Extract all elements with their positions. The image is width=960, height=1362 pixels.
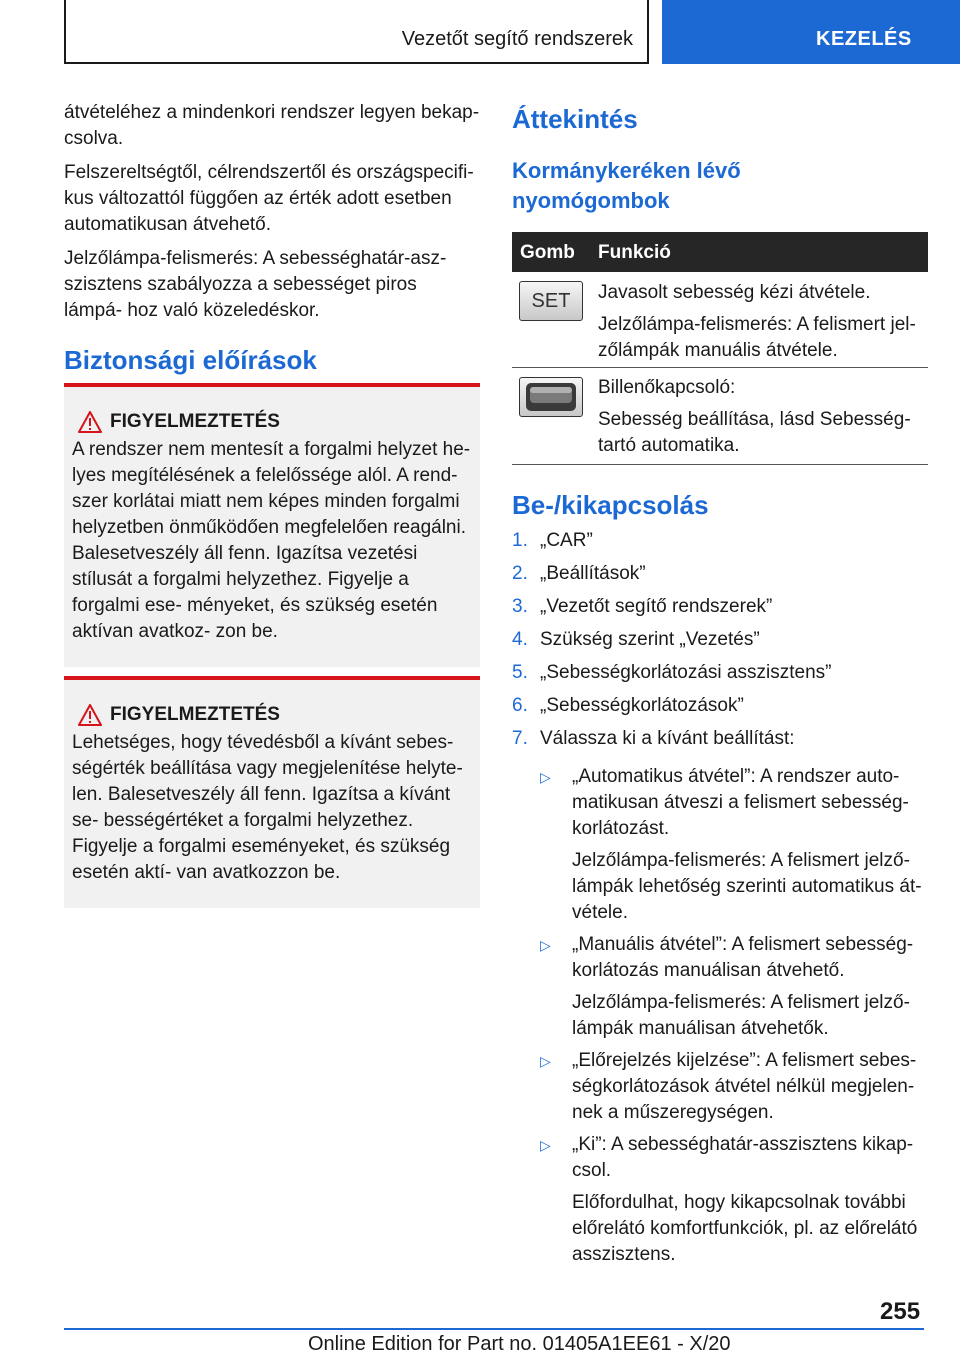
list-item (512, 561, 928, 594)
option-line: Jelzőlámpa-felismerés: A felismert jelző- lámpák manuálisan átvehetők. (572, 992, 910, 1039)
header-section-box (64, 0, 649, 64)
table-cell-line: Jelzőlámpa-felismerés: A felismert jel- zőlámpák manuális átvétele. (598, 314, 916, 361)
step-number: 7. (512, 728, 528, 749)
option-item (540, 932, 928, 1042)
table-row-text (598, 368, 928, 459)
warning-title-1 (72, 409, 472, 435)
triangle-bullet-icon: ▷ (540, 1053, 551, 1069)
triangle-bullet-icon: ▷ (540, 769, 551, 785)
footer-divider (64, 1328, 924, 1330)
option-line: „Előrejelzés kijelzése”: A felismert sebes- ségkorlátozások átvétel nélkül megjelen- nek a műszeregységen. (572, 1050, 917, 1123)
warning-title-1-text: FIGYELMEZTETÉS (110, 411, 280, 432)
option-line: „Ki”: A sebességhatár-asszisztens kikap- csol. (572, 1134, 914, 1181)
buttons-table (512, 232, 928, 465)
option-line: Jelzőlámpa-felismerés: A felismert jelző- lámpák lehetőség szerinti automatikus át- vétele. (572, 850, 922, 923)
step-number: 6. (512, 695, 528, 716)
step-text: Válassza ki a kívánt beállítást: (540, 728, 795, 749)
table-header (512, 232, 928, 272)
option-item (540, 764, 928, 926)
page-number: 255 (880, 1298, 921, 1325)
option-item (540, 1132, 928, 1268)
table-row (512, 368, 928, 465)
onoff-heading: Be-/kikapcsolás (512, 490, 709, 520)
step-text: „Beállítások” (540, 563, 646, 584)
step-number: 3. (512, 596, 528, 617)
triangle-bullet-icon: ▷ (540, 1137, 551, 1153)
step-number: 1. (512, 530, 528, 551)
step-text: „CAR” (540, 530, 593, 551)
triangle-bullet-icon: ▷ (540, 937, 551, 953)
steps-list (512, 528, 928, 1274)
table-row (512, 272, 928, 368)
list-item (512, 726, 928, 764)
header-section-title: Vezetőt segítő rendszerek (401, 28, 633, 50)
table-row-text (598, 272, 928, 364)
step-text: „Sebességkorlátozási asszisztens” (540, 662, 832, 683)
step-number: 4. (512, 629, 528, 650)
set-button-icon (519, 281, 583, 321)
warning-title-2-text: FIGYELMEZTETÉS (110, 704, 280, 725)
set-button-label: SET (531, 290, 571, 312)
step-text: „Sebességkorlátozások” (540, 695, 744, 716)
footer-edition: Online Edition for Part no. 01405A1EE61 - X/20 (308, 1333, 731, 1355)
paragraph-1: átvételéhez a mindenkori rendszer legyen bekap- csolva. (64, 102, 480, 149)
buttons-heading: Kormánykeréken lévő nyomógombok (512, 158, 741, 213)
list-item (512, 660, 928, 693)
option-line: „Manuális átvétel”: A felismert sebesség- korlátozás manuálisan átvehető. (572, 934, 914, 981)
paragraph-3: Jelzőlámpa-felismerés: A sebességhatár-asz- szisztens szabályozza a sebességet piros lámpá- hoz való közeledéskor. (64, 248, 447, 321)
safety-heading: Biztonsági előírások (64, 345, 317, 375)
option-line: „Automatikus átvétel”: A rendszer auto- matikusan átveszi a felismert sebesség- korlátozást. (572, 766, 909, 839)
table-cell-line: Sebesség beállítása, lásd Sebesség- tartó automatika. (598, 409, 911, 456)
list-item (512, 627, 928, 660)
step-text: „Vezetőt segítő rendszerek” (540, 596, 773, 617)
table-header-function: Funkció (598, 242, 671, 263)
warning-triangle-icon (78, 411, 102, 433)
step-number: 5. (512, 662, 528, 683)
warning-triangle-icon (78, 704, 102, 726)
warning-title-2 (72, 702, 472, 728)
overview-heading: Áttekintés (512, 104, 638, 134)
header-chapter-title: KEZELÉS (816, 28, 912, 50)
rocker-switch-icon (519, 377, 583, 417)
rocker-switch-graphic (520, 378, 582, 416)
warning-box-1 (64, 383, 480, 667)
option-item (540, 1048, 928, 1126)
table-cell-line: Javasolt sebesség kézi átvétele. (598, 282, 871, 303)
warning-text-2: Lehetséges, hogy tévedésből a kívánt sebes- ségérték beállítása vagy megjelenítése helyte- len. Balesetveszély áll fenn. Igazítsa a kívánt se- bességértéket a forgalmi helyzethez. Figyelje a forgalmi eseményeket, és szükség esetén aktí- van avatkozzon be. (72, 732, 463, 883)
list-item (512, 594, 928, 627)
warning-box-2 (64, 676, 480, 908)
list-item (512, 528, 928, 561)
table-cell-line: Billenőkapcsoló: (598, 377, 736, 398)
table-header-button: Gomb (520, 242, 575, 263)
step-text: Szükség szerint „Vezetés” (540, 629, 760, 650)
header-chapter-tab (662, 0, 960, 64)
paragraph-2: Felszereltségtől, célrendszertől és országspecifi- kus változattól függően az érték adott esetben automatikusan átvehető. (64, 162, 474, 235)
step-number: 2. (512, 563, 528, 584)
list-item (512, 693, 928, 726)
option-line: Előfordulhat, hogy kikapcsolnak további előrelátó komfortfunkciók, pl. az előrelátó asszisztens. (572, 1192, 918, 1265)
warning-text-1: A rendszer nem mentesít a forgalmi helyzet he- lyes megítélésének a felelőssége alól. A rend- szer korlátai miatt nem képes minden forgalmi helyzetben önműködően megfelelően reagálni. Balesetveszély áll fenn. Igazítsa vezetési stílusát a forgalmi helyzethez. Figyelje a forgalmi ese- ményeket, és szükség esetén aktívan avatkoz- zon be. (72, 439, 471, 642)
